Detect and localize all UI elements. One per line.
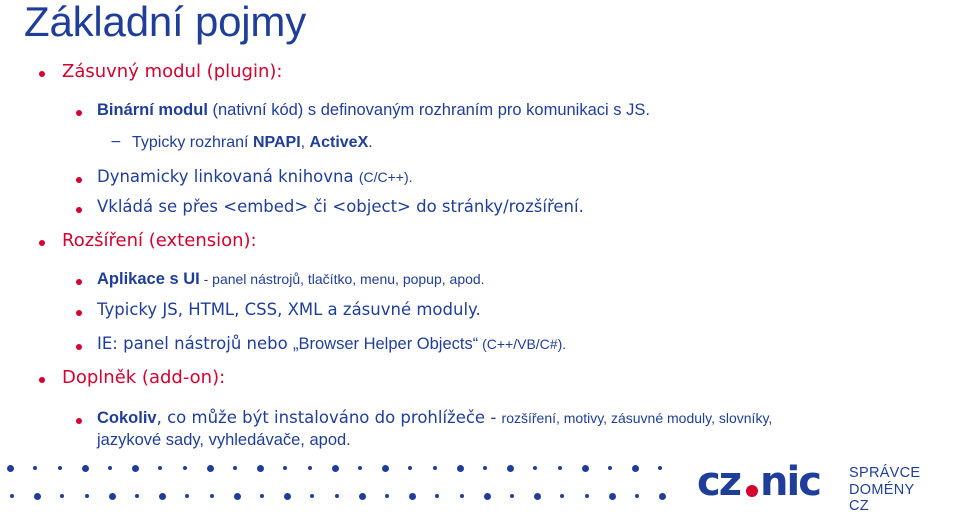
decorative-dot [658,466,662,470]
item-bold: Cokoliv [97,409,157,427]
decorative-dot [382,465,389,472]
cznic-logo-mark [697,462,847,502]
decorative-dot [159,493,166,500]
list-item: Vkládá se přes <embed> či <object> do stránky/rozšíření. [97,197,584,216]
list-item [97,269,485,289]
decorative-dot [284,493,291,500]
list-item [97,408,772,428]
section-heading: Rozšíření (extension): [62,230,257,251]
list-item [97,334,566,354]
list-item [97,167,413,186]
logo-subtitle: DOMÉNY CZ [849,482,915,514]
decorative-dot [558,466,562,470]
decorative-dot [7,465,14,472]
decorative-dot [260,494,264,498]
section-heading: Zásuvný modul (plugin): [62,61,283,82]
decorative-dot [257,465,264,472]
decorative-dot [283,466,287,470]
item-text: , [300,134,310,151]
decorative-dot [582,465,589,472]
decorative-dot [185,494,189,498]
bullet-icon [76,344,82,350]
svg-text:nic: nic [760,462,820,502]
cznic-logo [697,462,921,514]
decorative-dot [385,494,389,498]
list-subitem [132,134,373,152]
decorative-dot [109,493,116,500]
item-text: Typicky rozhraní [132,134,253,151]
decorative-dot [308,466,312,470]
decorative-dot [332,465,339,472]
decorative-dot [510,494,514,498]
decorative-dot [507,465,514,472]
section-heading: Doplněk (add-on): [62,367,226,388]
decorative-dots [0,458,700,505]
svg-text:cz: cz [697,462,740,502]
logo-subtitle: SPRÁVCE [849,465,921,481]
decorative-dot [234,493,241,500]
bullet-icon [39,377,45,383]
decorative-dot [635,494,639,498]
decorative-dot [409,493,416,500]
item-text: . [368,134,373,151]
decorative-dot [457,465,464,472]
decorative-dot [534,493,541,500]
bullet-icon [76,110,82,116]
decorative-dot [207,465,214,472]
decorative-dot [659,493,666,500]
item-small: - panel nástrojů, tlačítko, menu, popup, apod. [199,271,485,287]
decorative-dot [135,494,139,498]
bullet-icon [76,310,82,316]
decorative-dot [484,493,491,500]
item-text: Dynamicky linkovaná knihovna [97,167,359,186]
bullet-icon [39,240,45,246]
decorative-dot [10,494,14,498]
list-item: Typicky JS, HTML, CSS, XML a zásuvné moduly. [97,300,481,319]
item-small: rozšíření, motivy, zásuvné moduly, slovníky, [501,410,773,426]
decorative-dot [483,466,487,470]
decorative-dot [108,466,112,470]
decorative-dot [435,494,439,498]
decorative-dot [585,494,589,498]
decorative-dot [85,494,89,498]
dash-icon: − [110,134,122,150]
item-bold: NPAPI [252,134,301,151]
decorative-dot [33,466,37,470]
item-small: (C++/VB/C#). [478,336,567,352]
bullet-icon [39,71,45,77]
decorative-dot [183,466,187,470]
decorative-dot [609,493,616,500]
decorative-dot [408,466,412,470]
decorative-dot [460,494,464,498]
decorative-dot [632,465,639,472]
decorative-dot [433,466,437,470]
item-bold: Aplikace s UI [97,270,200,288]
item-bold: Binární modul [97,101,208,119]
item-bold: ActiveX [309,134,369,151]
list-item [97,100,650,120]
decorative-dot [34,493,41,500]
decorative-dot [132,465,139,472]
list-item-continuation: jazykové sady, vyhledávače, apod. [97,431,351,449]
decorative-dot [60,494,64,498]
decorative-dot [560,494,564,498]
item-text: IE: panel nástrojů nebo [97,334,293,353]
bullet-icon [76,418,82,424]
decorative-dot [533,466,537,470]
decorative-dot [210,494,214,498]
item-text: „Browser Helper Objects“ [292,335,479,353]
decorative-dot [58,466,62,470]
decorative-dot [335,494,339,498]
decorative-dot [359,493,366,500]
bullet-icon [76,279,82,285]
item-small: (C/C++). [358,169,413,185]
bullet-icon [76,177,82,183]
decorative-dot [310,494,314,498]
decorative-dot [358,466,362,470]
page-title: Základní pojmy [24,0,306,45]
item-text: , co může být instalováno do prohlížeče - [156,408,502,427]
decorative-dot [158,466,162,470]
decorative-dot [82,465,89,472]
decorative-dot [608,466,612,470]
bullet-icon [76,207,82,213]
decorative-dot [233,466,237,470]
item-text: (nativní kód) s definovaným rozhraním pro komunikaci s JS. [207,101,650,119]
